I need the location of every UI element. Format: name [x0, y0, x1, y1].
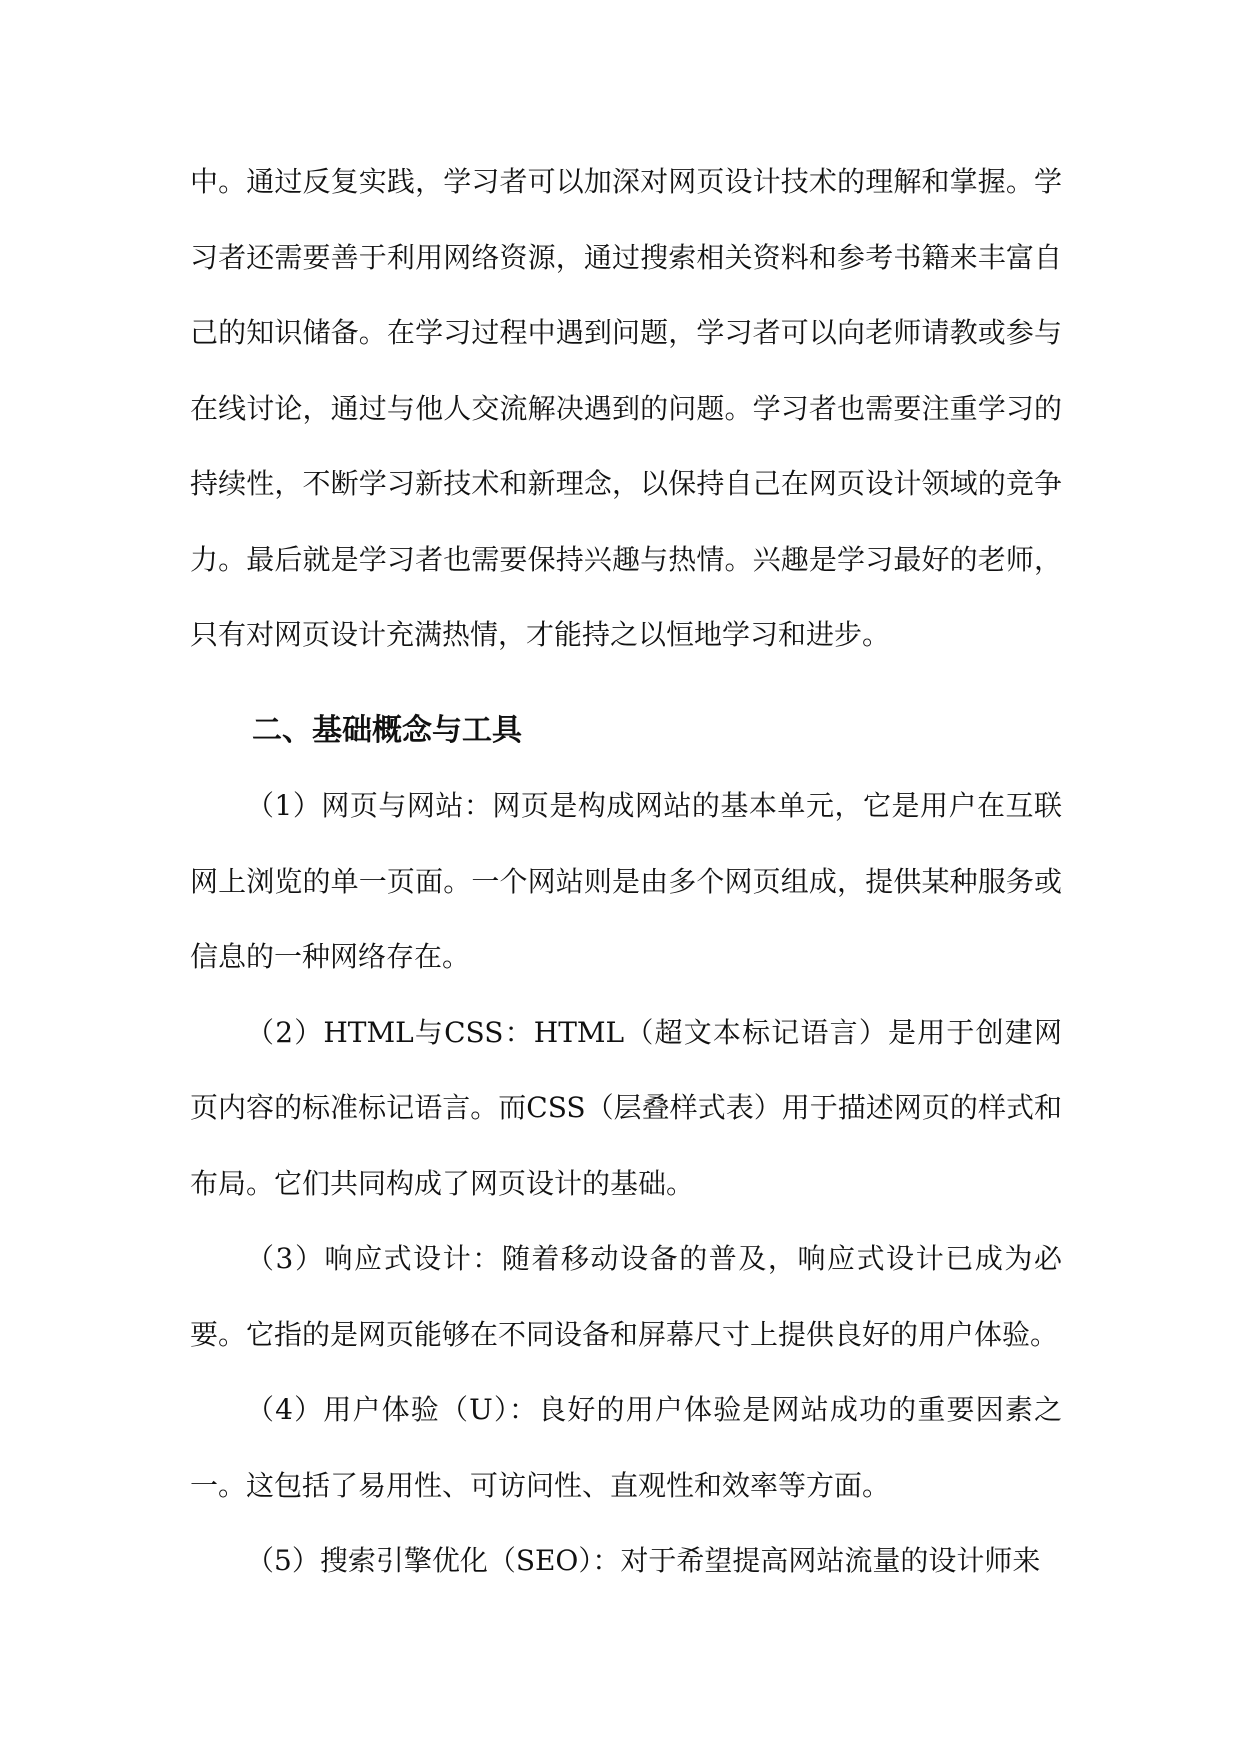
- concept-item-webpage: （1）网页与网站：网页是构成网站的基本单元，它是用户在互联网上浏览的单一页面。一个网站则是由多个网页组成，提供某种服务或信息的一种网络存在。: [190, 789, 1062, 973]
- section-heading: 二、基础概念与工具: [252, 712, 522, 748]
- concept-item-responsive: （3）响应式设计：随着移动设备的普及，响应式设计已成为必要。它指的是网页能够在不同设备和屏幕尺寸上提供良好的用户体验。: [190, 1242, 1062, 1351]
- page-content: [190, 144, 1062, 1599]
- concept-item-ux: （4）用户体验（U）：良好的用户体验是网站成功的重要因素之一。这包括了易用性、可访问性、直观性和效率等方面。: [190, 1393, 1062, 1502]
- concept-item-seo: （5）搜索引擎优化（SEO）：对于希望提高网站流量的设计师来: [246, 1544, 1041, 1577]
- concept-item-html-css: （2）HTML与CSS：HTML（超文本标记语言）是用于创建网页内容的标准标记语言。而CSS（层叠样式表）用于描述网页的样式和布局。它们共同构成了网页设计的基础。: [190, 1015, 1062, 1200]
- continued-paragraph: 中。通过反复实践，学习者可以加深对网页设计技术的理解和掌握。学习者还需要善于利用网络资源，通过搜索相关资料和参考书籍来丰富自己的知识储备。在学习过程中遇到问题，学习者可以向老师请教或参与在线讨论，通过与他人交流解决遇到的问题。学习者也需要注重学习的持续性，不断学习新技术和新理念，以保持自己在网页设计领域的竞争力。最后就是学习者也需要保持兴趣与热情。兴趣是学习最好的老师，只有对网页设计充满热情，才能持之以恒地学习和进步。: [190, 165, 1062, 651]
